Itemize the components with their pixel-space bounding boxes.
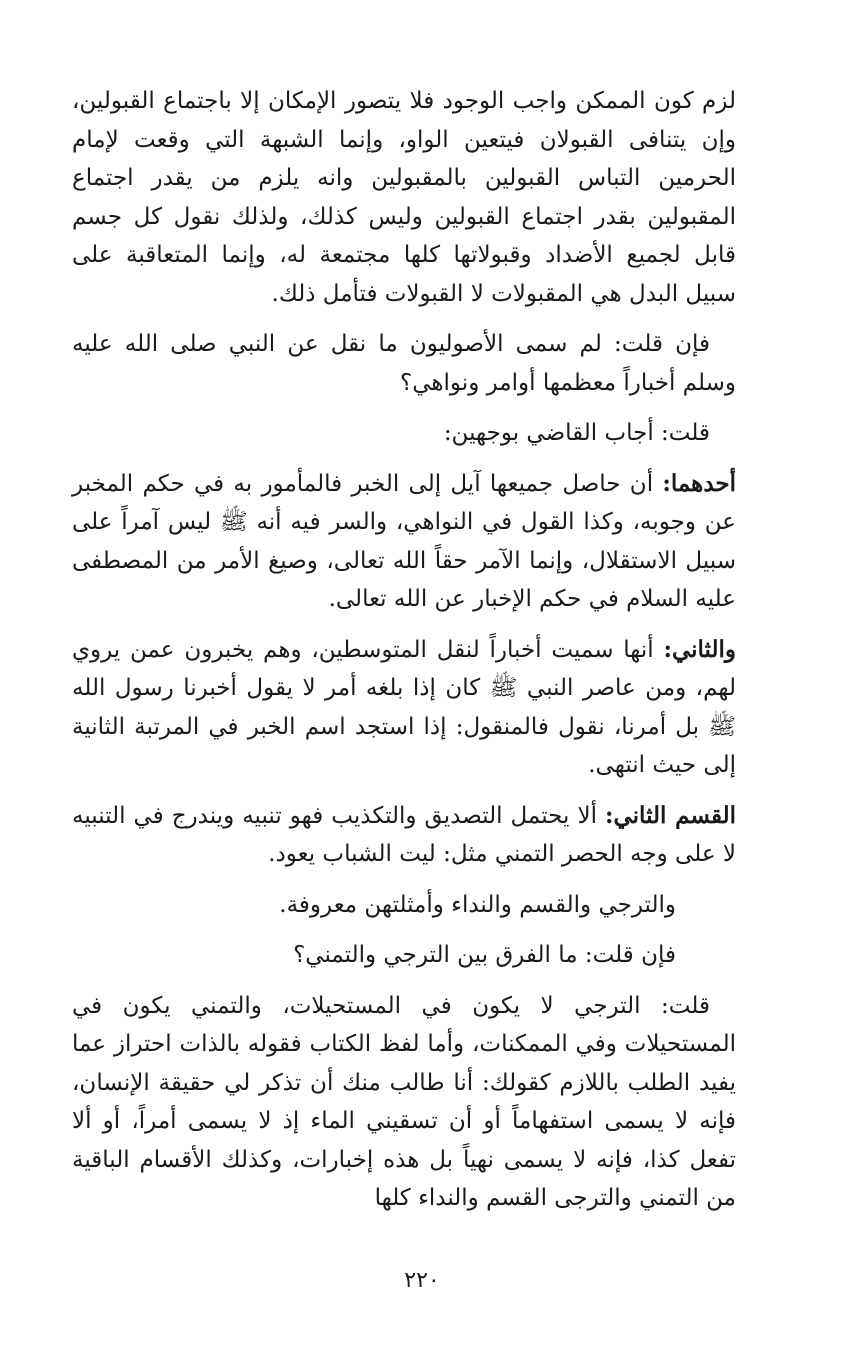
paragraph-question-difference <box>72 936 736 975</box>
paragraph-text: لزم كون الممكن واجب الوجود فلا يتصور الإمكان إلا باجتماع القبولين، وإن يتنافى القبولان فيتعين الواو، وإنما الشبهة التي وقعت لإمام الحرمين التباس القبولين بالمقبولين وانه يلزم من يقدر اجتماع المقبولين بقدر اجتماع القبولين وليس كذلك، ولذلك نقول كل جسم قابل لجميع الأضداد وقبولاتها كلها مجتمعة له، وإنما المتعاقبة على سبيل البدل هي المقبولات لا القبولات فتأمل ذلك. <box>72 88 736 307</box>
paragraph-text: والترجي والقسم والنداء وأمثلتهن معروفة. <box>279 891 676 918</box>
page-number: ٢٢٠ <box>404 1268 440 1293</box>
paragraph-text: فإن قلت: ما الفرق بين الترجي والتمني؟ <box>293 942 676 968</box>
paragraph-examples <box>72 886 736 925</box>
paragraph-lead: القسم الثاني: <box>605 801 736 829</box>
paragraph-continuation <box>72 82 736 313</box>
paragraph-answer-intro <box>72 414 736 453</box>
paragraph-lead: أحدهما: <box>662 469 736 497</box>
paragraph-question <box>72 325 736 402</box>
paragraph-first-reason <box>72 465 736 619</box>
paragraph-answer-difference <box>72 987 736 1218</box>
paragraph-text: أنها سميت أخباراً لنقل المتوسطين، وهم يخبرون عمن يروي لهم، ومن عاصر النبي ﷺ كان إذا بلغه أمر لا يقول أخبرنا رسول الله ﷺ بل أمرنا، نقول فالمنقول: إذا استجد اسم الخبر في المرتبة الثانية إلى حيث انتهى. <box>72 636 736 778</box>
page-body <box>72 82 736 1230</box>
paragraph-second-reason <box>72 631 736 785</box>
paragraph-second-section <box>72 797 736 874</box>
paragraph-lead: والثاني: <box>663 635 736 663</box>
paragraph-text: ألا يحتمل التصديق والتكذيب فهو تنبيه ويندرج في التنبيه لا على وجه الحصر التمني مثل: ليت الشباب يعود. <box>72 802 736 867</box>
paragraph-text: أن حاصل جميعها آيل إلى الخبر فالمأمور به في حكم المخبر عن وجوبه، وكذا القول في النواهي، والسر فيه أنه ﷺ ليس آمراً على سبيل الاستقلال، وإنما الآمر حقاً الله تعالى، وصيغ الأمر من المصطفى عليه السلام في حكم الإخبار عن الله تعالى. <box>72 470 736 612</box>
paragraph-text: قلت: أجاب القاضي بوجهين: <box>443 420 710 446</box>
paragraph-text: قلت: الترجي لا يكون في المستحيلات، والتمني يكون في المستحيلات وفي الممكنات، وأما لفظ الكتاب فقوله بالذات احتراز عما يفيد الطلب باللازم كقولك: أنا طالب منك أن تذكر لي حقيقة الإنسان، فإنه لا يسمى استفهاماً أو أن تسقيني الماء إذ لا يسمى أمراً، أو ألا تفعل كذا، فإنه لا يسمى نهياً بل هذه إخبارات، وكذلك الأقسام الباقية من التمني والترجى القسم والنداء كلها <box>72 992 736 1211</box>
paragraph-text: فإن قلت: لم سمى الأصوليون ما نقل عن النبي صلى الله عليه وسلم أخباراً معظمها أوامر ونواهي؟ <box>72 331 736 396</box>
